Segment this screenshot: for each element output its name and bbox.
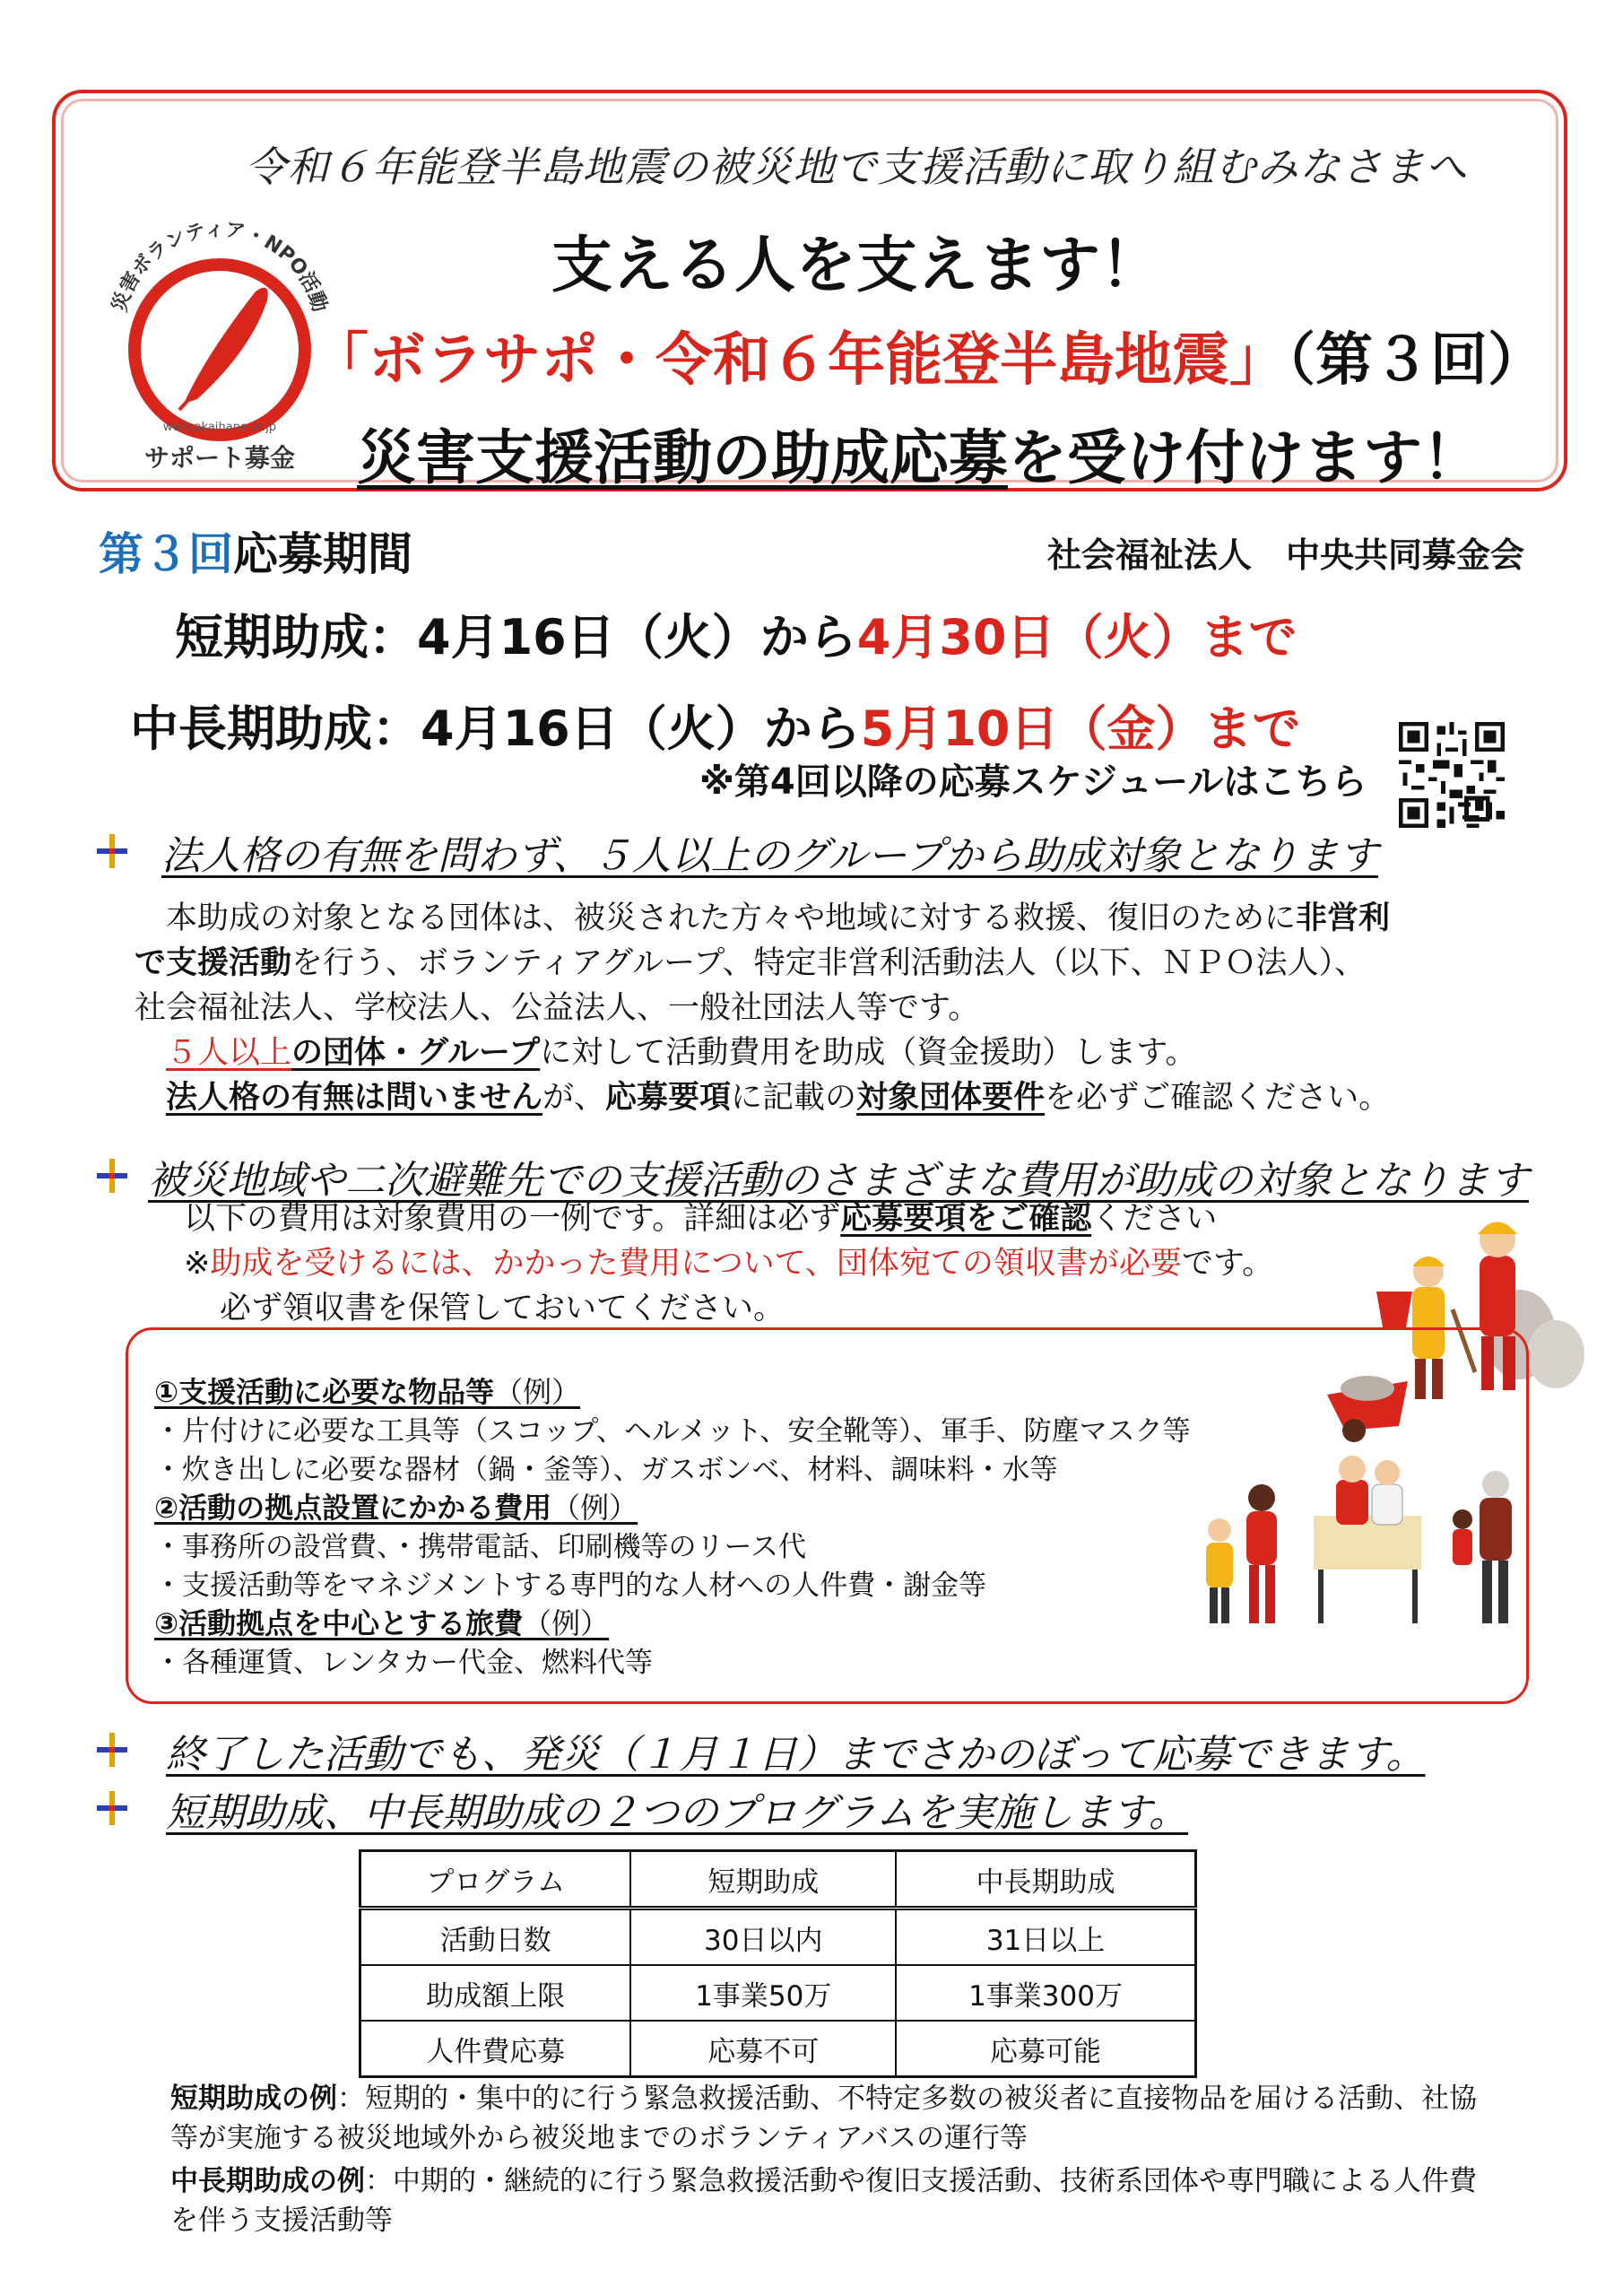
- long-example-text: ：中期的・継続的に行う緊急救援活動や復旧支援活動、技術系団体や専門職による人件費: [365, 2165, 1477, 2197]
- s2-p1a: 以下の費用は対象費用の一例です。詳細は必ず: [184, 1201, 841, 1237]
- organization-name: 社会福祉法人 中央共同募金会: [1046, 535, 1524, 575]
- short-term-example-line1: [170, 2079, 1477, 2118]
- bullet-icon: [97, 834, 127, 868]
- logo-bottom-text: サポート募金: [143, 443, 296, 473]
- schedule-note: ※第4回以降の応募スケジュールはこちら: [699, 761, 1367, 803]
- table-cell: 活動日数: [360, 1909, 631, 1966]
- short-term-end: 4月30日（火）まで: [856, 609, 1298, 665]
- short-example-label: 短期助成の例: [170, 2083, 337, 2115]
- bullet-icon: [97, 1733, 127, 1767]
- short-example-text: ：短期的・集中的に行う緊急救援活動、不特定多数の被災者に直接物品を届ける活動、社協: [337, 2083, 1477, 2115]
- example-item: ・各種運賃、レンタカー代金、燃料代等: [154, 1647, 653, 1679]
- section2-line1: [184, 1197, 1217, 1240]
- program-round: （第３回）: [1287, 327, 1545, 394]
- ex-h3a: ③活動拠点を中心とする旅費: [154, 1606, 524, 1640]
- section1-line2: [135, 942, 1366, 985]
- long-term-example-line1: [170, 2161, 1477, 2201]
- section1-line3: 社会福祉法人、学校法人、公益法人、一般社団法人等です。: [135, 990, 980, 1026]
- s1-p5f: を必ずご確認ください。: [1045, 1080, 1391, 1116]
- example-item: ・炊き出しに必要な器材（鍋・釜等）、ガスボンベ、材料、調味料・水等: [154, 1454, 1058, 1486]
- table-cell: 30日以内: [630, 1909, 896, 1966]
- s1-p5b: が、: [542, 1080, 606, 1116]
- s1-p2b: を行う、ボランティアグループ、特定非営利活動法人（以下、ＮＰＯ法人）、: [291, 945, 1367, 981]
- s1-p2a: で支援活動: [135, 945, 292, 981]
- period-label: [99, 518, 412, 583]
- accept-underlined: 災害支援活動の助成応募: [357, 423, 1008, 492]
- accept-line: [305, 410, 1533, 495]
- table-row: [360, 1909, 1196, 1966]
- food-distribution-illustration: [1197, 1444, 1529, 1628]
- period-round: 第３回: [99, 528, 233, 580]
- table-row: [360, 2021, 1196, 2077]
- logo-url: www.akaihane.or.jp: [162, 421, 277, 434]
- ex-h3b: （例）: [523, 1606, 610, 1640]
- long-term-end: 5月10日（金）まで: [860, 700, 1301, 757]
- section1-line4: [166, 1031, 1196, 1074]
- section1-heading: 法人格の有無を問わず、５人以上のグループから助成対象となります: [161, 833, 1378, 879]
- ex-h2b: （例）: [551, 1491, 638, 1525]
- s2-p1c: ください: [1091, 1201, 1218, 1237]
- s2-p2c: です。: [1181, 1246, 1274, 1282]
- s2-p1b: 応募要項をご確認: [840, 1201, 1092, 1237]
- s1-p5d: に記載の: [731, 1080, 857, 1116]
- logo-arc-top-text: 災害ボランティア・NPO活動: [108, 218, 331, 315]
- s1-p5a: 法人格の有無は問いません: [166, 1080, 543, 1116]
- bullet-icon: [97, 1791, 127, 1825]
- program-table: [359, 1849, 1197, 2078]
- header-title: 支える人を支えます！: [551, 230, 1161, 301]
- s1-p1a: 本助成の対象となる団体は、被災された方々や地域に対する救援、復旧のために: [166, 900, 1297, 936]
- long-term-label: 中長期助成：: [130, 700, 421, 757]
- s1-p4b: の団体・グループ: [291, 1035, 541, 1071]
- table-cell: 応募不可: [630, 2021, 896, 2077]
- short-term-label: 短期助成：: [175, 609, 417, 665]
- section1-line5: [166, 1076, 1390, 1119]
- period-label-text: 応募期間: [233, 528, 412, 580]
- program-name-line: [305, 314, 1551, 396]
- s2-p2b: 助成を受けるには、かかった費用について、団体宛ての領収書が必要: [210, 1246, 1182, 1282]
- example-item: ・片付けに必要な工具等（スコップ、ヘルメット、安全靴等）、軍手、防塵マスク等: [154, 1415, 1191, 1448]
- red-feather-icon: [179, 288, 268, 410]
- table-cell: 応募可能: [896, 2021, 1195, 2077]
- s1-p4a: ５人以上: [166, 1035, 292, 1071]
- ex-h1a: ①支援活動に必要な物品等: [154, 1375, 495, 1409]
- short-term-period: [175, 599, 1297, 668]
- short-term-example-line2: 等が実施する被災地域外から被災地までのボランティアバスの運行等: [170, 2122, 1028, 2154]
- long-example-label: 中長期助成の例: [170, 2165, 365, 2197]
- example-heading-1: [154, 1370, 580, 1411]
- qr-code-icon[interactable]: [1399, 722, 1505, 828]
- bullet-icon: [97, 1159, 127, 1193]
- s1-p1b: 非営利: [1296, 900, 1391, 936]
- program-name: 「ボラサポ・令和６年能登半島地震」: [311, 327, 1287, 394]
- example-item: ・支援活動等をマネジメントする専門的な人材への人件費・謝金等: [154, 1570, 987, 1602]
- section2-line2: [184, 1242, 1273, 1285]
- header-subtitle: 令和６年能登半島地震の被災地で支援活動に取り組むみなさまへ: [245, 143, 1468, 191]
- table-cell: 1事業300万: [896, 1965, 1195, 2021]
- long-term-example-line2: を伴う支援活動等: [170, 2205, 393, 2237]
- long-term-start: 4月16日（火）から: [421, 700, 861, 757]
- long-term-period: [130, 691, 1300, 760]
- section2-line3: 必ず領収書を保管しておいてください。: [220, 1291, 785, 1326]
- section3-heading: 終了した活動でも、発災（１月１日）までさかのぼって応募できます。: [166, 1732, 1426, 1778]
- table-cell: 1事業50万: [630, 1965, 896, 2021]
- table-cell: 31日以上: [896, 1909, 1195, 1966]
- s2-p2a: ※: [184, 1246, 211, 1282]
- ex-h1b: （例）: [494, 1375, 581, 1409]
- section1-line1: [166, 897, 1390, 940]
- section2-heading: 被災地域や二次避難先での支援活動のさまざまな費用が助成の対象となります: [148, 1158, 1529, 1204]
- short-term-start: 4月16日（火）から: [417, 609, 857, 665]
- s1-p5c: 応募要項: [605, 1080, 732, 1116]
- example-heading-2: [154, 1485, 638, 1526]
- table-cell: 人件費応募: [360, 2021, 631, 2077]
- s1-p4c: に対して活動費用を助成（資金援助）します。: [540, 1035, 1197, 1071]
- table-cell: 中長期助成: [896, 1851, 1195, 1909]
- example-heading-3: [154, 1601, 609, 1642]
- table-row: [360, 1851, 1196, 1909]
- table-cell: 助成額上限: [360, 1965, 631, 2021]
- table-cell: 短期助成: [630, 1851, 896, 1909]
- section4-heading: 短期助成、中長期助成の２つのプログラムを実施します。: [166, 1790, 1189, 1836]
- table-cell: プログラム: [360, 1851, 631, 1909]
- accept-rest: を受け付けます！: [1008, 423, 1481, 492]
- table-row: [360, 1965, 1196, 2021]
- s1-p5e: 対象団体要件: [856, 1080, 1046, 1116]
- ex-h2a: ②活動の拠点設置にかかる費用: [154, 1491, 552, 1525]
- example-item: ・事務所の設営費、・携帯電話、印刷機等のリース代: [154, 1531, 806, 1563]
